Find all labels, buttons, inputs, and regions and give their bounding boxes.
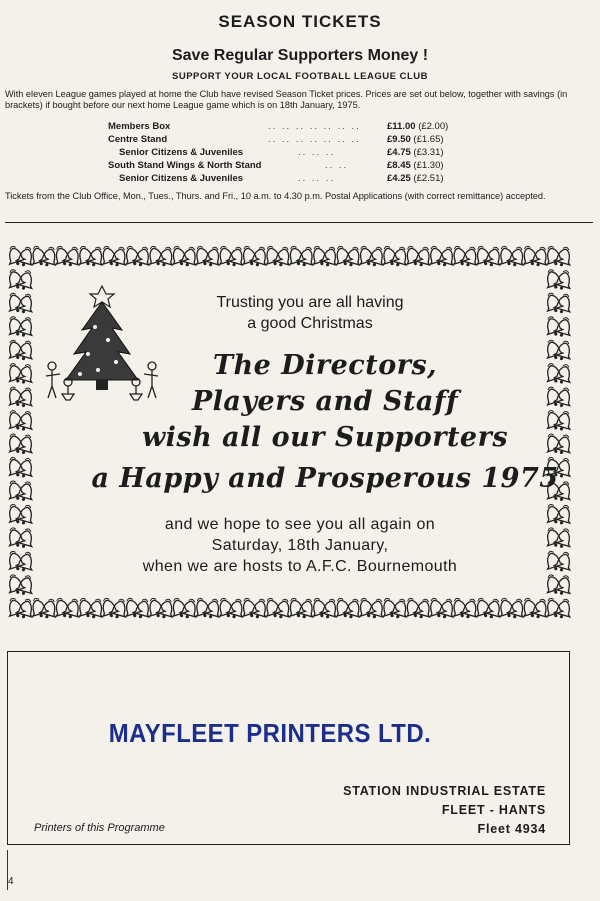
bell-ornament (28, 244, 60, 268)
bell-ornament (426, 244, 458, 268)
bell-ornament (543, 314, 572, 338)
bell-ornament (543, 244, 572, 268)
bell-ornament (6, 479, 36, 503)
bell-ornament (543, 267, 572, 291)
bell-ornament (496, 596, 528, 620)
price-value (387, 120, 448, 133)
bell-ornament (449, 244, 481, 268)
bell-ornament (6, 573, 36, 597)
price-row (100, 172, 520, 185)
bell-ornament (519, 596, 551, 620)
bell-ornament (543, 596, 572, 620)
bell-ornament (6, 267, 36, 291)
bell-ornament (6, 338, 36, 362)
bell-ornament (51, 244, 83, 268)
bell-ornament (519, 244, 551, 268)
greeting-line: a good Christmas (247, 315, 373, 332)
greeting-script-line: a Happy and Prosperous 1975 (91, 463, 559, 494)
bell-ornament (28, 596, 60, 620)
price-value (387, 133, 444, 146)
price-table (100, 120, 520, 185)
season-subtitle: Save Regular Supporters Money ! (171, 47, 429, 64)
bell-ornament (309, 244, 341, 268)
bell-ornament (75, 596, 107, 620)
greeting-script-line: Players and Staff (191, 386, 459, 417)
bell-ornament (285, 244, 317, 268)
price-value (387, 172, 444, 185)
bell-ornament (98, 596, 130, 620)
page-number: 4 (8, 876, 14, 887)
bell-ornament (262, 596, 294, 620)
bell-ornament (6, 526, 36, 550)
bell-ornament (543, 291, 572, 315)
price-row (100, 146, 520, 159)
greeting-line: and we hope to see you all again on (164, 516, 436, 533)
printers-note: Printers of this Programme (34, 822, 165, 834)
greeting-line: Trusting you are all having (216, 294, 404, 311)
price-value (387, 146, 444, 159)
bell-ornament (379, 596, 411, 620)
price-amount: £4.25 (387, 173, 411, 184)
greeting-script-line: The Directors, (212, 350, 438, 381)
bell-ornament (6, 596, 36, 620)
price-saving: (£1.65) (413, 134, 444, 145)
bell-ornament (215, 244, 247, 268)
price-amount: £4.75 (387, 147, 411, 158)
bell-ornament (239, 596, 271, 620)
price-name: South Stand Wings & North Stand (108, 160, 262, 171)
bell-ornament (379, 244, 411, 268)
leader-dots: .. .. .. (298, 147, 336, 158)
section-divider (5, 222, 593, 223)
greeting-line: Saturday, 18th January, (211, 537, 389, 554)
bell-ornament (6, 455, 36, 479)
bell-ornament (402, 596, 434, 620)
bell-ornament (98, 244, 130, 268)
bell-ornament (145, 244, 177, 268)
price-saving: (£3.31) (413, 147, 444, 158)
leader-dots: .. .. .. .. .. .. .. (268, 121, 361, 132)
greeting-intro (170, 292, 450, 334)
bell-ornament (309, 596, 341, 620)
price-name: Members Box (108, 121, 171, 132)
bell-ornament (355, 596, 387, 620)
bell-ornament (75, 244, 107, 268)
season-intro-text: With eleven League games played at home the Club have revised Season Ticket prices. Prices are set out below, together with savings (in brackets) if bought before our next home League game which is on 18th January, 1975. (5, 89, 568, 110)
bell-ornament (192, 596, 224, 620)
leader-dots: .. .. (325, 160, 349, 171)
ticket-office-note: Tickets from the Club Office, Mon., Tues., Thurs. and Fri., 10 a.m. to 4.30 p.m. Postal Applications (with correct remittance) accepted. (5, 191, 546, 201)
bell-ornament (332, 244, 364, 268)
bell-ornament (145, 596, 177, 620)
bell-ornament (6, 549, 36, 573)
bell-ornament (262, 244, 294, 268)
bell-ornament (122, 596, 154, 620)
printers-name: MAYFLEET PRINTERS LTD. (108, 718, 432, 748)
bell-ornament (239, 244, 271, 268)
bell-ornament (472, 244, 504, 268)
next-match-message (50, 514, 550, 577)
bell-ornament (122, 244, 154, 268)
printers-address-line: STATION INDUSTRIAL ESTATE (343, 784, 546, 798)
price-name: Centre Stand (108, 134, 168, 145)
greeting-script-line: wish all our Supporters (141, 422, 509, 453)
price-row (100, 159, 520, 172)
bell-ornament (496, 244, 528, 268)
price-name: Senior Citizens & Juveniles (119, 147, 244, 158)
bell-ornament (472, 596, 504, 620)
leader-dots: .. .. .. .. .. .. .. (268, 134, 361, 145)
season-tickets-title: SEASON TICKETS (218, 12, 382, 31)
bell-ornament (6, 361, 36, 385)
season-tagline: SUPPORT YOUR LOCAL FOOTBALL LEAGUE CLUB (172, 71, 428, 82)
bell-ornament (426, 596, 458, 620)
bell-ornament (6, 291, 36, 315)
bell-ornament (449, 596, 481, 620)
bell-ornament (332, 596, 364, 620)
bell-ornament (6, 244, 36, 268)
bell-ornament (355, 244, 387, 268)
price-amount: £8.45 (387, 160, 411, 171)
price-row (100, 120, 520, 133)
bell-ornament (192, 244, 224, 268)
bell-ornament (51, 596, 83, 620)
bell-ornament (6, 385, 36, 409)
price-row (100, 133, 520, 146)
price-value (387, 159, 444, 172)
printers-address-line: FLEET - HANTS (441, 803, 546, 817)
bell-ornament (285, 596, 317, 620)
bell-ornament (6, 408, 36, 432)
bell-ornament (402, 244, 434, 268)
greeting-line: when we are hosts to A.F.C. Bournemouth (142, 558, 458, 575)
price-name: Senior Citizens & Juveniles (119, 173, 244, 184)
bell-ornament (6, 502, 36, 526)
bell-ornament (168, 244, 200, 268)
bell-ornament (215, 596, 247, 620)
leader-dots: .. .. .. (298, 173, 336, 184)
printers-phone: Fleet 4934 (477, 822, 546, 836)
bell-ornament (6, 432, 36, 456)
price-amount: £9.50 (387, 134, 411, 145)
price-saving: (£1.30) (413, 160, 444, 171)
price-saving: (£2.51) (413, 173, 444, 184)
bell-ornament (168, 596, 200, 620)
price-amount: £11.00 (387, 121, 416, 132)
bell-ornament (6, 314, 36, 338)
price-saving: (£2.00) (418, 121, 449, 132)
